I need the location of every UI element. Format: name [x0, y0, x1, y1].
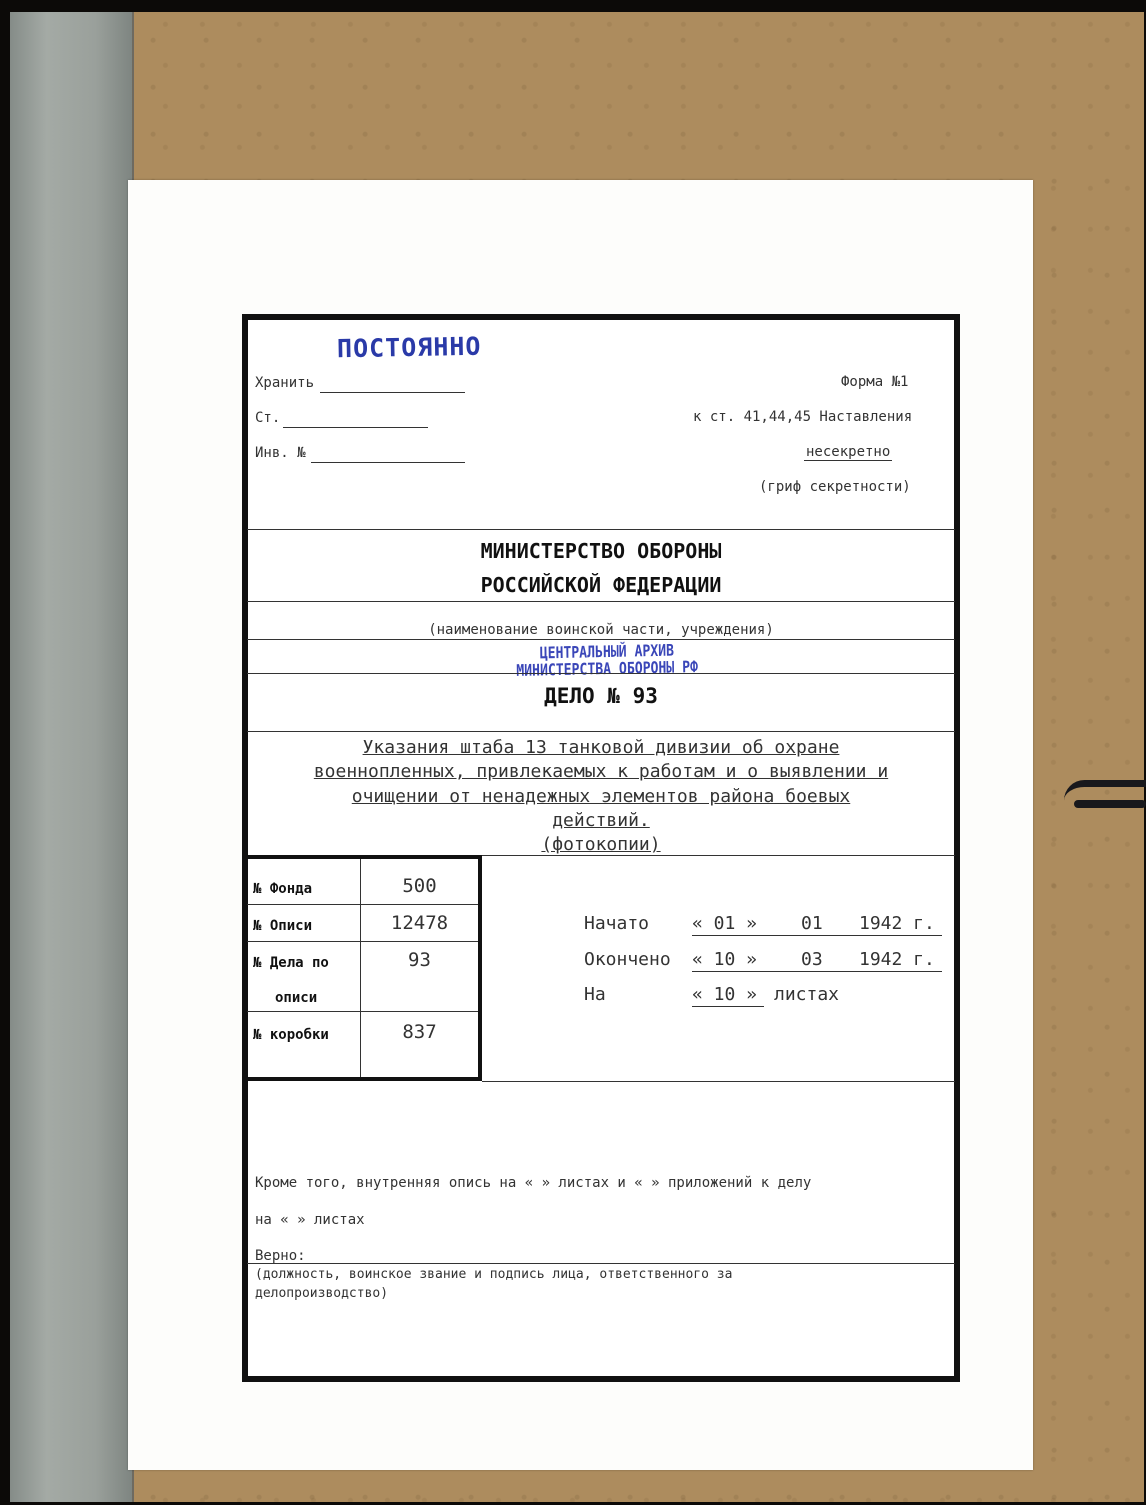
folder-tie-string-end	[1074, 800, 1146, 808]
divider	[247, 639, 955, 640]
inv-field-line	[311, 462, 465, 463]
sheets-label: листах	[774, 984, 840, 1005]
archive-numbers-table	[247, 855, 482, 1081]
case-title: ДЕЛО № 93	[544, 684, 658, 708]
ministry-line-1: МИНИСТЕРСТВО ОБОРОНЫ	[480, 539, 722, 563]
secrecy-caption: (гриф секретности)	[759, 479, 911, 495]
case-cover-form	[242, 314, 960, 1382]
archive-stamp-line-1: ЦЕНТРАЛЬНЫЙ АРХИВ	[539, 640, 675, 663]
opis-value: 12478	[390, 912, 449, 934]
fond-label: № Фонда	[253, 881, 313, 897]
divider	[247, 731, 955, 732]
ended-month: 03	[801, 949, 823, 970]
responsible-caption-line-1: (должность, воинское звание и подпись лица, ответственного за	[255, 1267, 733, 1282]
delo-label-line-1: № Дела по	[253, 955, 329, 971]
inventory-sheets-note: на « » листах	[255, 1212, 365, 1228]
divider	[247, 1263, 955, 1264]
case-description-line-4: действий.	[552, 810, 650, 831]
inventory-note: Кроме того, внутренняя опись на « » листах и « » приложений к делу	[255, 1175, 812, 1191]
stamp-permanent: ПОСТОЯННО	[336, 331, 482, 364]
fond-value: 500	[402, 875, 437, 897]
verified-label: Верно:	[255, 1248, 306, 1264]
divider	[247, 673, 955, 674]
inv-label: Инв. №	[255, 445, 306, 461]
photocopy-note: (фотокопии)	[541, 834, 661, 855]
secrecy-value: несекретно	[806, 444, 891, 460]
case-description-line-1: Указания штаба 13 танковой дивизии об охране	[362, 737, 840, 758]
ended-day: « 10 »	[692, 949, 758, 970]
form-number: Форма №1	[841, 374, 909, 390]
keep-label: Хранить	[255, 375, 315, 391]
divider	[482, 1081, 955, 1082]
table-row-divider	[247, 904, 478, 905]
keep-field-line	[320, 392, 465, 393]
case-description-line-3: очищении от ненадежных элементов района боевых	[351, 786, 851, 807]
started-month: 01	[801, 913, 823, 934]
unit-name-caption: (наименование воинской части, учреждения)	[428, 622, 774, 638]
ended-label: Окончено	[584, 949, 671, 970]
sheets-count: « 10 »	[692, 984, 758, 1005]
ministry-line-2: РОССИЙСКОЙ ФЕДЕРАЦИИ	[480, 573, 722, 597]
st-label: Ст.	[255, 410, 281, 426]
responsible-caption-line-2: делопроизводство)	[255, 1286, 389, 1301]
case-description-line-2: военнопленных, привлекаемых к работам и о выявлении и	[313, 761, 889, 782]
sheets-underline	[692, 1006, 764, 1007]
archive-stamp-line-2: МИНИСТЕРСТВА ОБОРОНЫ РФ	[516, 657, 699, 680]
on-label: На	[584, 984, 606, 1005]
started-label: Начато	[584, 913, 650, 934]
folder-spine	[10, 12, 134, 1502]
box-value: 837	[402, 1021, 437, 1043]
ended-year: 1942 г.	[859, 949, 935, 970]
opis-label: № Описи	[253, 918, 313, 934]
ended-underline	[692, 971, 942, 972]
delo-label-line-2: описи	[275, 990, 318, 1006]
started-year: 1942 г.	[859, 913, 935, 934]
started-underline	[692, 935, 942, 936]
table-row-divider	[247, 1011, 478, 1012]
box-label: № коробки	[253, 1027, 329, 1043]
st-field-line	[283, 427, 428, 428]
divider	[247, 601, 955, 602]
delo-value: 93	[408, 949, 431, 971]
started-day: « 01 »	[692, 913, 758, 934]
divider	[247, 529, 955, 530]
table-row-divider	[247, 941, 478, 942]
article-reference: к ст. 41,44,45 Наставления	[693, 409, 913, 425]
